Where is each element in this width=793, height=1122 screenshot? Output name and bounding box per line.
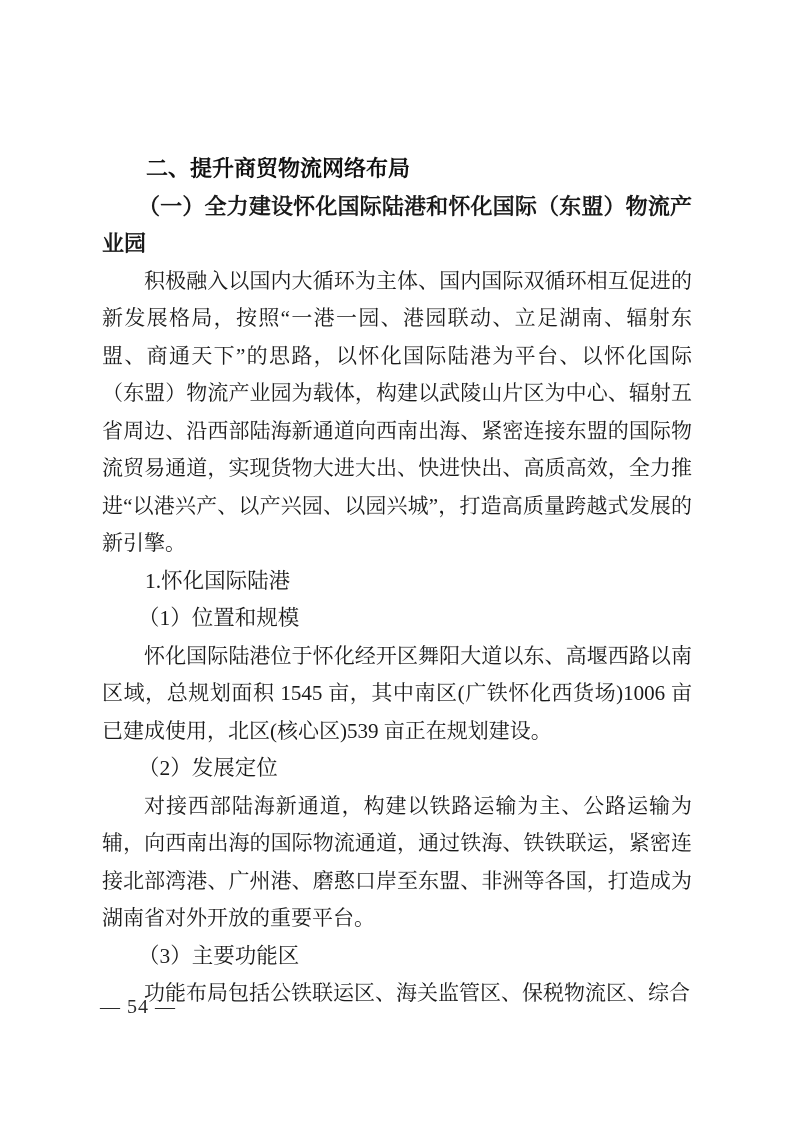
page-content [102,150,692,1013]
section-heading: 二、提升商贸物流网络布局 [146,156,411,181]
sub-heading-2: （2）发展定位 [138,756,278,780]
sub-paragraph-2: 对接西部陆海新通道，构建以铁路运输为主、公路运输为辅，向西南出海的国际物流通道，通过铁海、铁铁联运，紧密连接北部湾港、广州港、磨憨口岸至东盟、非洲等各国，打造成为湖南省对外开放的重要平台。 [102,793,692,930]
sub-heading-1: （1）位置和规模 [138,606,300,630]
sub-paragraph-1: 怀化国际陆港位于怀化经开区舞阳大道以东、高堰西路以南区域，总规划面积 1545 亩，其中南区(广铁怀化西货场)1006 亩已建成使用，北区(核心区)539 亩正在规划建设。 [102,643,692,743]
sub-paragraph-3: 功能布局包括公铁联运区、海关监管区、保税物流区、综合 [144,981,690,1005]
intro-paragraph: 积极融入以国内大循环为主体、国内国际双循环相互促进的新发展格局，按照“一港一园、港园联动、立足湖南、辐射东盟、商通天下”的思路，以怀化国际陆港为平台、以怀化国际（东盟）物流产业园为载体，构建以武陵山片区为中心、辐射五省周边、沿西部陆海新通道向西南出海、紧密连接东盟的国际物流贸易通道，实现货物大进大出、快进快出、高质高效，全力推进“以港兴产、以产兴园、以园兴城”，打造高质量跨越式发展的新引擎。 [102,268,692,555]
sub-heading-3: （3）主要功能区 [138,943,300,968]
item-heading: 1.怀化国际陆港 [145,568,291,593]
page-number: — 54 — [100,996,176,1018]
subsection-heading: （一）全力建设怀化国际陆港和怀化国际（东盟）物流产业园 [102,193,692,256]
